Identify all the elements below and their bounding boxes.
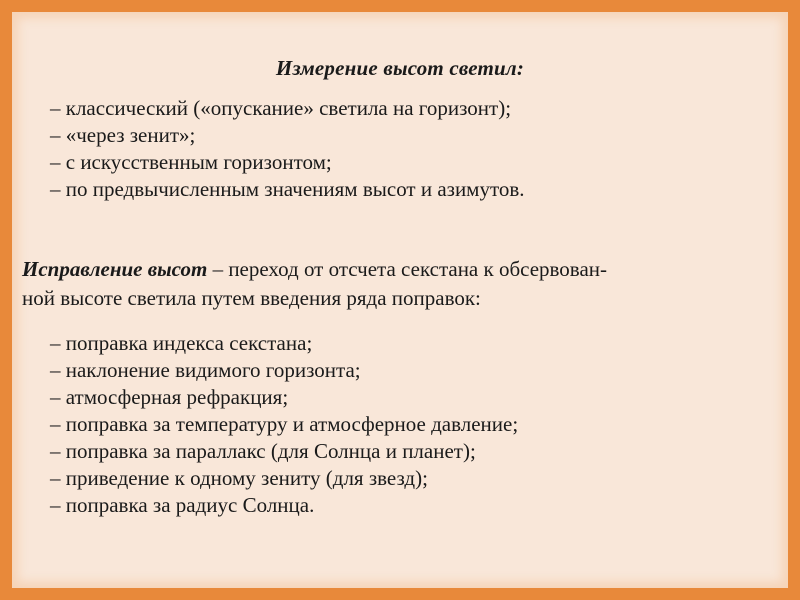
slide-heading: Измерение высот светил: xyxy=(275,56,525,80)
list-item: – атмосферная рефракция; xyxy=(50,385,289,409)
list-item: – поправка за температуру и атмосферное давление; xyxy=(50,412,519,436)
list-item: – поправка индекса секстана; xyxy=(50,331,313,355)
list-item: – наклонение видимого горизонта; xyxy=(50,358,361,382)
list-item: – с искусственным горизонтом; xyxy=(50,150,332,174)
definition-text-line2: ной высоте светила путем введения ряда поправок: xyxy=(22,286,481,310)
definition-term: Исправление высот xyxy=(22,257,208,281)
list-item: – классический («опускание» светила на горизонт); xyxy=(50,96,512,120)
list-item: – поправка за радиус Солнца. xyxy=(50,493,315,517)
list-item: – поправка за параллакс (для Солнца и планет); xyxy=(50,439,476,463)
methods-list xyxy=(50,95,525,203)
definition-text-line1: – переход от отсчета секстана к обсервован- xyxy=(207,257,607,281)
corrections-list xyxy=(50,330,518,519)
list-item: – приведение к одному зениту (для звезд); xyxy=(50,466,428,490)
list-item: – «через зенит»; xyxy=(50,123,196,147)
list-item: – по предвычисленным значениям высот и азимутов. xyxy=(50,177,525,201)
definition-paragraph xyxy=(22,255,782,313)
